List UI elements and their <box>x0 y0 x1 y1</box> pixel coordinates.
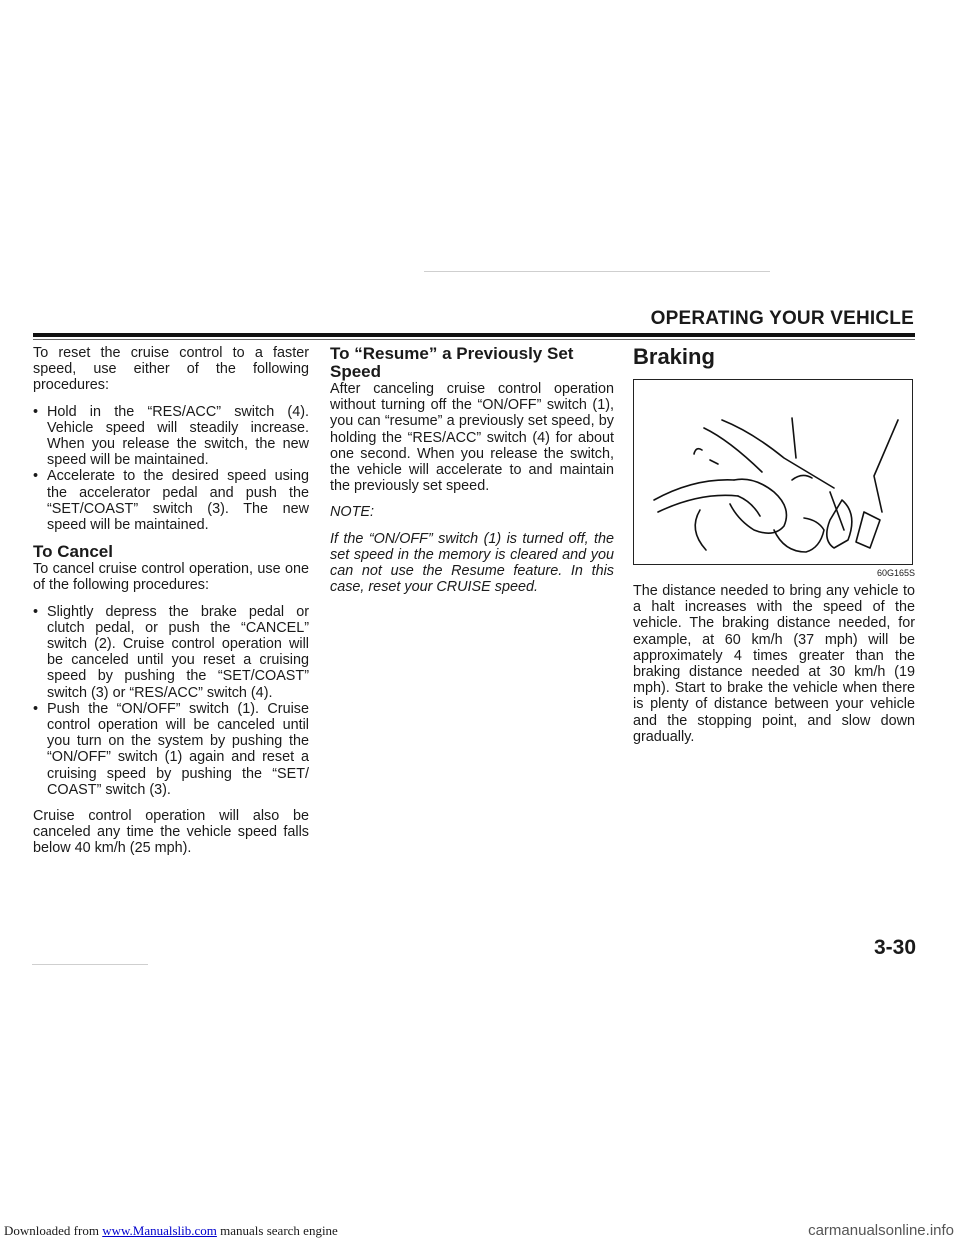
foot-on-brake-pedal-icon <box>634 380 914 566</box>
footer-prefix: Downloaded from <box>4 1223 103 1238</box>
manualslib-link[interactable]: www.Manualslib.com <box>102 1223 217 1238</box>
column-reset-cancel <box>33 345 309 867</box>
reset-procedure-list <box>33 404 309 534</box>
figure-code: 60G165S <box>876 568 915 578</box>
note-body: If the “ON/OFF” switch (1) is turned off, the set speed in the memory is cleared and you can not use the Resume feature. In this case, reset your CRUISE speed. <box>330 530 614 596</box>
section-title: OPERATING YOUR VEHICLE <box>650 308 914 329</box>
scan-artifact-line <box>424 271 770 272</box>
download-footer <box>0 1220 960 1242</box>
header-rule <box>33 333 915 337</box>
cancel-heading: To Cancel <box>33 542 113 562</box>
footer-source <box>4 1220 338 1242</box>
column-resume <box>330 345 614 605</box>
cancel-closing: Cruise control operation will also be canceled any time the vehicle speed falls below 40 km/h (25 mph). <box>33 808 309 857</box>
column-braking <box>633 345 915 755</box>
list-item: • Slightly depress the brake pedal or clutch pedal, or push the “CANCEL” switch (2). Cruise control operation will be canceled until you reset a cruising speed by pushing the “SET/COAST” switch (3) or “RES/ACC” switch (4). <box>33 604 309 701</box>
list-item: • Accelerate to the desired speed using the accelerator pedal and push the “SET/COAST” switch (3). The new speed will be maintained. <box>33 468 309 533</box>
braking-heading: Braking <box>633 344 715 369</box>
list-item: • Push the “ON/OFF” switch (1). Cruise control operation will be canceled until you turn on the system by pushing the “ON/OFF” switch (1) again and reset a cruising speed by pushing the “SET/ COAST” switch (3). <box>33 701 309 798</box>
resume-body: After canceling cruise control operation without turning off the “ON/OFF” switch (1), you can “resume” a previously set speed, by holding the “RES/ACC” switch (4) for about one second. When you release the switch, the vehicle will accelerate to and maintain the previously set speed. <box>330 381 614 495</box>
scan-artifact-line <box>32 964 148 965</box>
brake-pedal-illustration <box>633 379 913 565</box>
reset-intro: To reset the cruise control to a faster speed, use either of the following procedures: <box>33 345 309 394</box>
footer-suffix: manuals search engine <box>216 1223 338 1238</box>
header-rule-thin <box>33 339 915 340</box>
resume-heading: To “Resume” a Previously Set Speed <box>330 344 574 381</box>
watermark: carmanualsonline.info <box>808 1222 954 1239</box>
braking-body: The distance needed to bring any vehicle to a halt increases with the speed of the vehicle. The braking distance needed, for example, at 60 km/h (37 mph) will be approximately 4 times greater than the braking distance needed at 30 km/h (19 mph). Start to brake the vehicle when there is plenty of distance between your vehicle and the stopping point, and slow down gradually. <box>633 583 915 745</box>
list-item: • Hold in the “RES/ACC” switch (4). Vehicle speed will steadily increase. When you release the switch, the new speed will be maintained. <box>33 404 309 469</box>
note-label: NOTE: <box>330 504 374 521</box>
page-number: 3-30 <box>873 936 916 959</box>
cancel-procedure-list <box>33 604 309 798</box>
cancel-intro: To cancel cruise control operation, use one of the following procedures: <box>33 561 309 594</box>
